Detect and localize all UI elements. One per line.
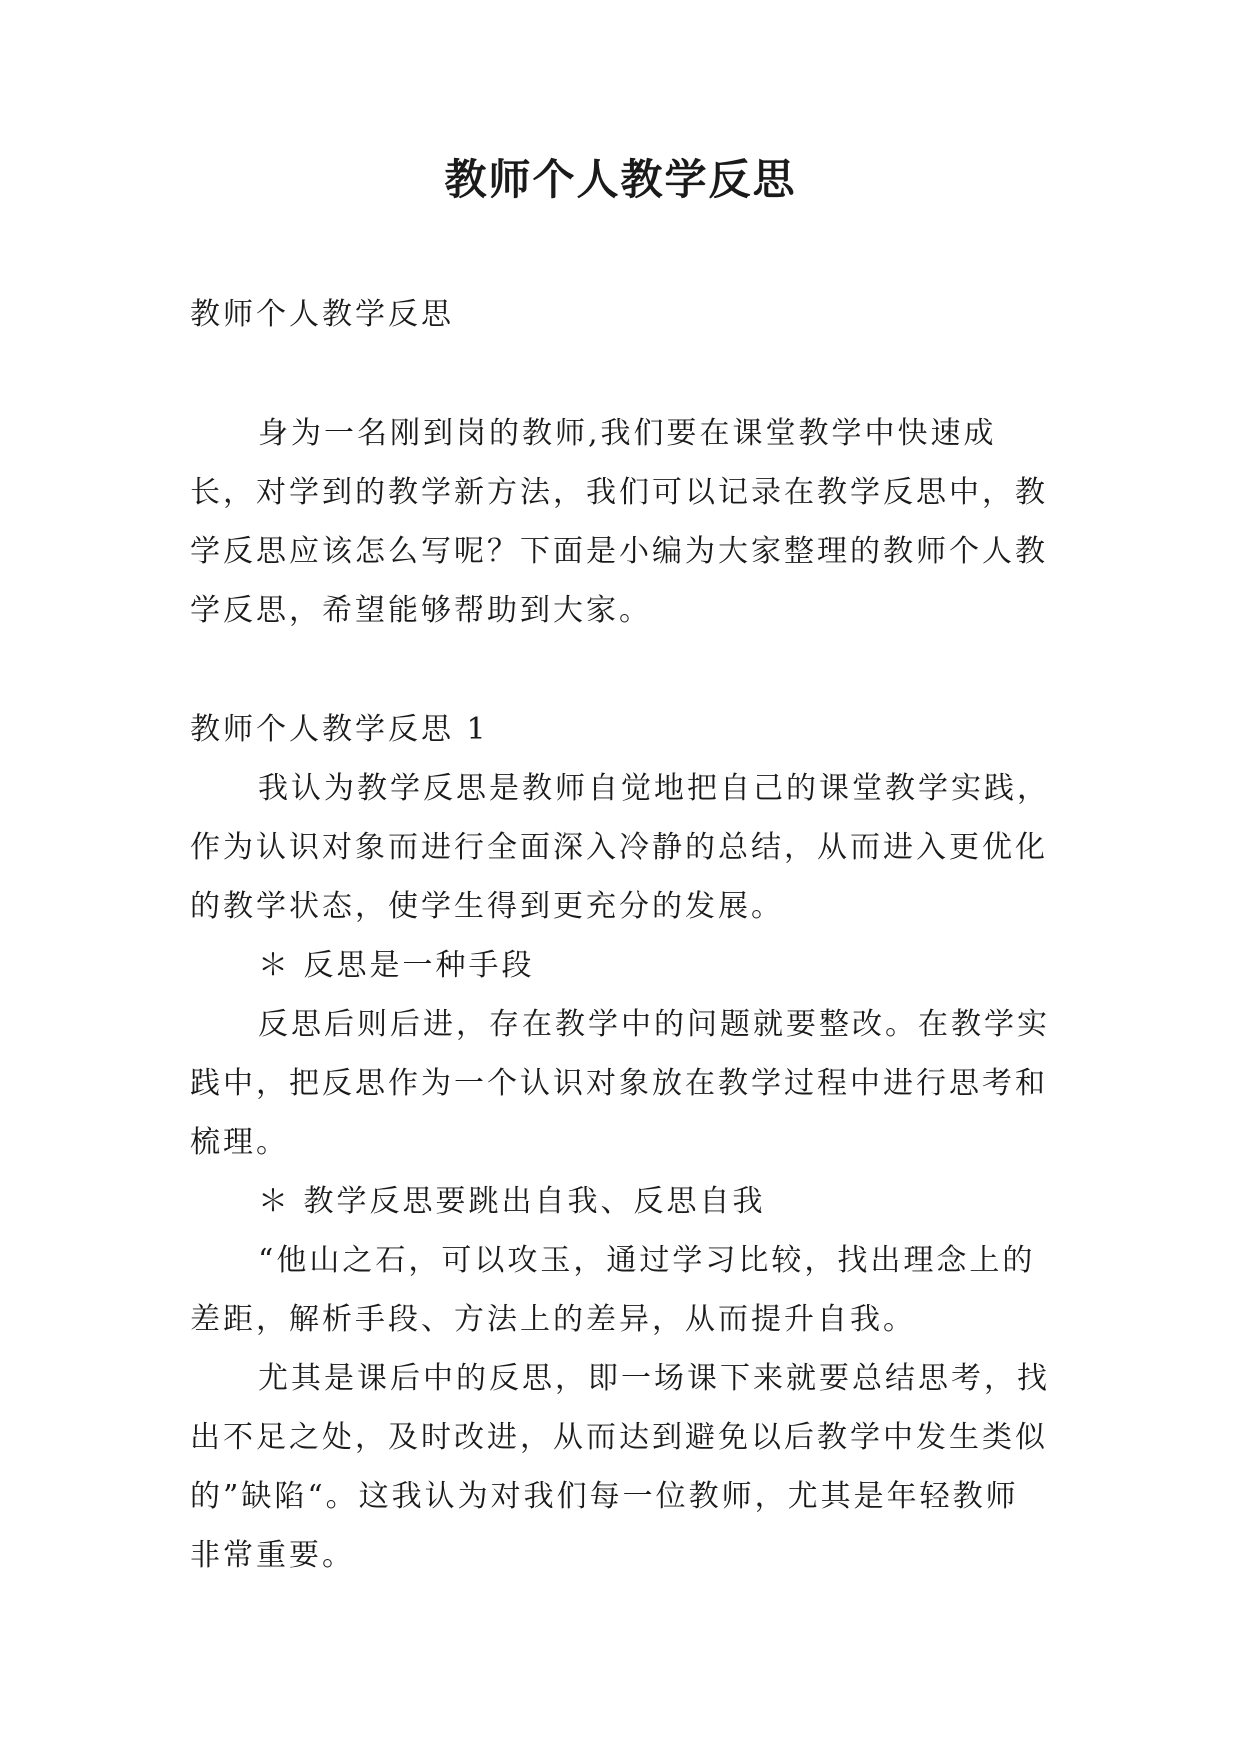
body-paragraph: “他山之石，可以攻玉，通过学习比较，找出理念上的差距，解析手段、方法上的差异，从而提升自我。: [190, 1243, 1036, 1337]
document-body: [190, 285, 1050, 1585]
page-title: 教师个人教学反思: [444, 155, 797, 204]
bullet-heading: ＊ 教学反思要跳出自我、反思自我: [258, 1184, 766, 1219]
bullet-heading: ＊ 反思是一种手段: [258, 948, 535, 983]
body-paragraph: 我认为教学反思是教师自觉地把自己的课堂教学实践，作为认识对象而进行全面深入冷静的总结，从而进入更优化的教学状态，使学生得到更充分的发展。: [190, 771, 1050, 924]
section-heading: 教师个人教学反思 1: [190, 712, 489, 747]
body-paragraph: 尤其是课后中的反思，即一场课下来就要总结思考，找出不足之处，及时改进，从而达到避免以后教学中发生类似的”缺陷“。这我认为对我们每一位教师，尤其是年轻教师非常重要。: [190, 1361, 1050, 1573]
intro-paragraph: 身为一名刚到岗的教师,我们要在课堂教学中快速成长，对学到的教学新方法，我们可以记录在教学反思中，教学反思应该怎么写呢？下面是小编为大家整理的教师个人教学反思，希望能够帮助到大家。: [190, 416, 1048, 628]
document-subtitle: 教师个人教学反思: [190, 297, 454, 332]
body-paragraph: 反思后则后进，存在教学中的问题就要整改。在教学实践中，把反思作为一个认识对象放在教学过程中进行思考和梳理。: [190, 1007, 1050, 1160]
